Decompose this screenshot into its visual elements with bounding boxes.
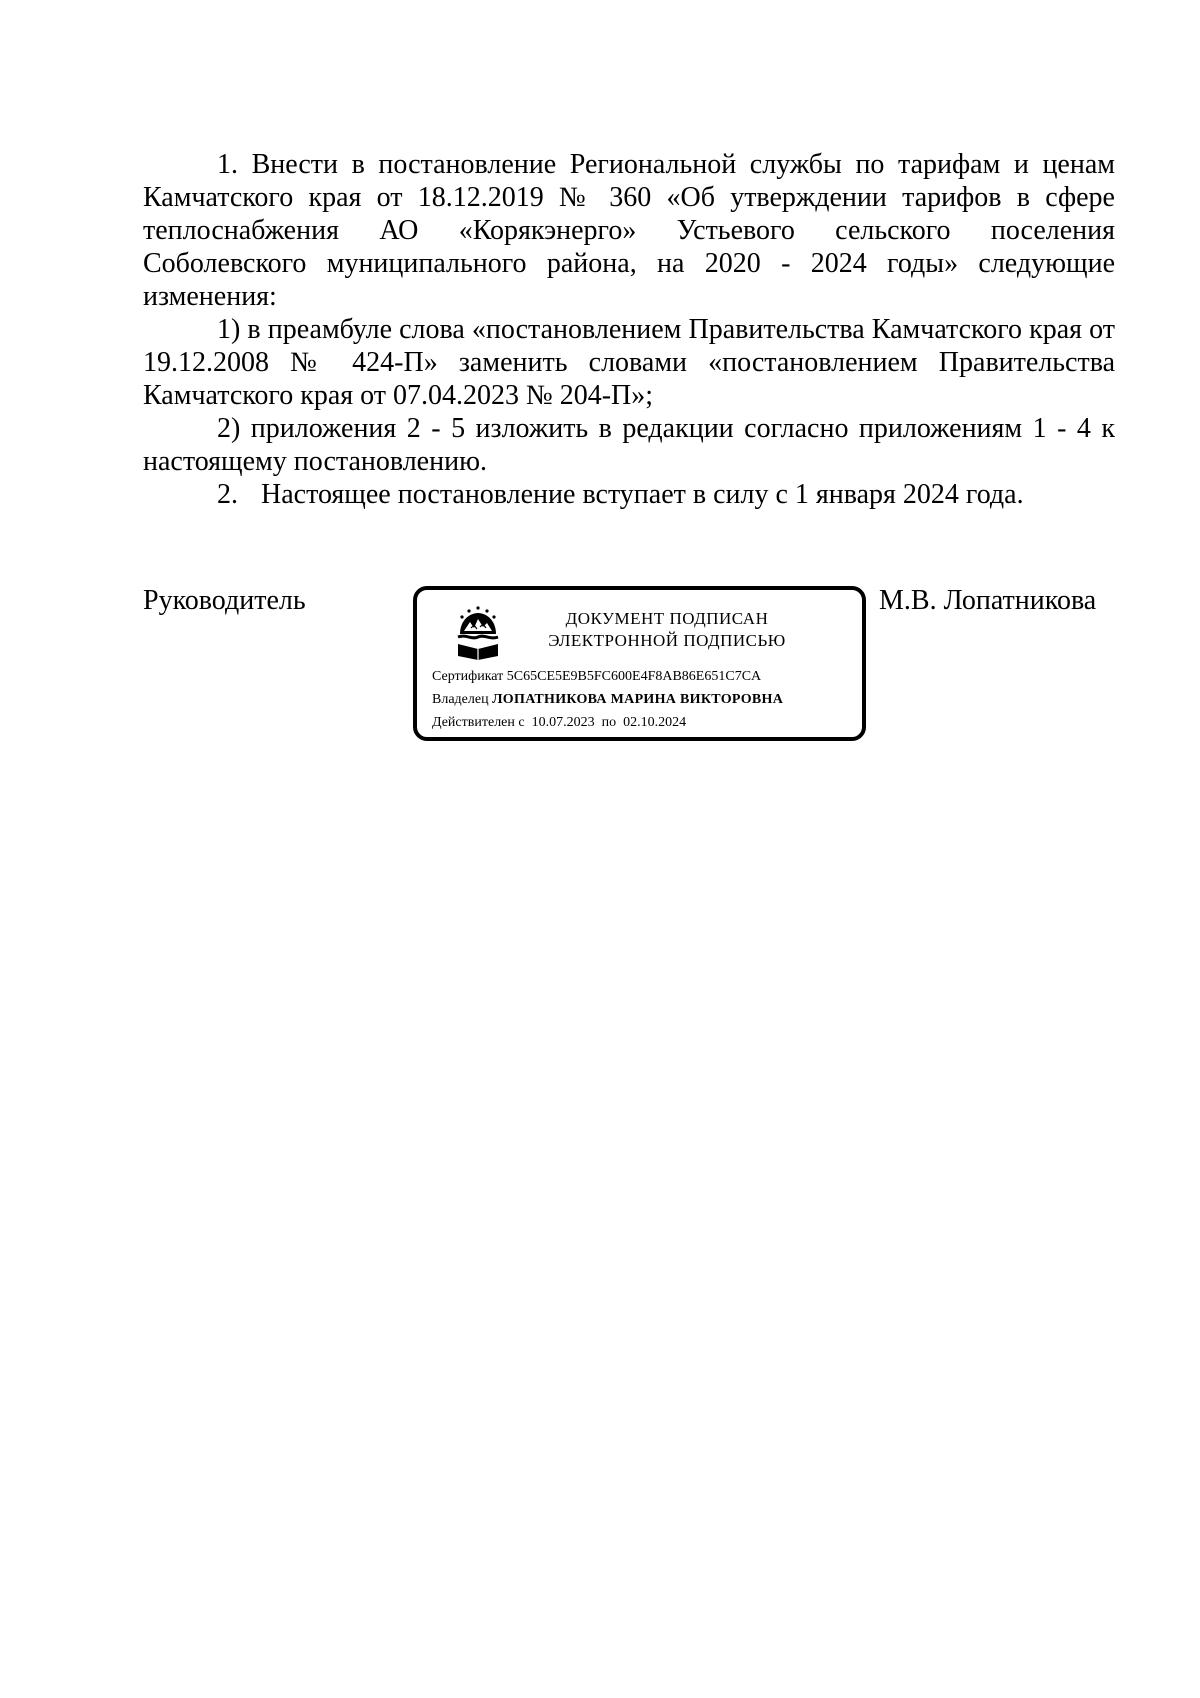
valid-to-date: 02.10.2024: [623, 715, 687, 730]
electronic-signature-stamp: [413, 586, 866, 741]
stamp-owner: [432, 691, 783, 709]
stamp-heading-line-2: ЭЛЕКТРОННОЙ ПОДПИСЬЮ: [548, 631, 786, 650]
stamp-certificate: [432, 668, 761, 686]
certificate-label: Сертификат: [432, 669, 504, 684]
valid-to-label: по: [601, 715, 617, 730]
item-text: Настоящее постановление вступает в силу с 1 января 2024 года.: [261, 479, 1024, 510]
stamp-heading: [527, 608, 807, 652]
owner-label: Владелец: [432, 692, 489, 707]
owner-value: ЛОПАТНИКОВА МАРИНА ВИКТОРОВНА: [492, 692, 784, 707]
stamp-heading-line-1: ДОКУМЕНТ ПОДПИСАН: [565, 609, 769, 628]
signer-position: Руководитель: [143, 585, 306, 616]
item-number: 2.: [217, 479, 238, 510]
paragraph-subitem-1: 1) в преамбуле слова «постановлением Правительства Камчатского края от 19.12.2008 № 424-П» заменить словами «постановлением Правительства Камчатского края от 07.04.2023 № 204-П»;: [143, 314, 1115, 411]
signer-name: М.В. Лопатникова: [879, 585, 1097, 616]
paragraph-subitem-2: 2) приложения 2 - 5 изложить в редакции согласно приложениям 1 - 4 к настоящему постановлению.: [143, 413, 1115, 477]
certificate-value: 5C65CE5E9B5FC600E4F8AB86E651C7CA: [506, 669, 762, 684]
document-body: [143, 148, 1115, 511]
paragraph-item-2: [143, 478, 1115, 511]
kamchatka-emblem-icon: [454, 604, 502, 660]
paragraph-item-1: 1. Внести в постановление Региональной службы по тарифам и ценам Камчатского края от 18.12.2019 № 360 «Об утверждении тарифов в сфере теплоснабжения АО «Корякэнерго» Устьевого сельского поселения Соболевского муниципального района, на 2020 - 2024 годы» следующие изменения:: [143, 149, 1115, 312]
stamp-validity: [432, 714, 686, 732]
valid-from-label: Действителен с: [432, 715, 525, 730]
valid-from-date: 10.07.2023: [531, 715, 595, 730]
